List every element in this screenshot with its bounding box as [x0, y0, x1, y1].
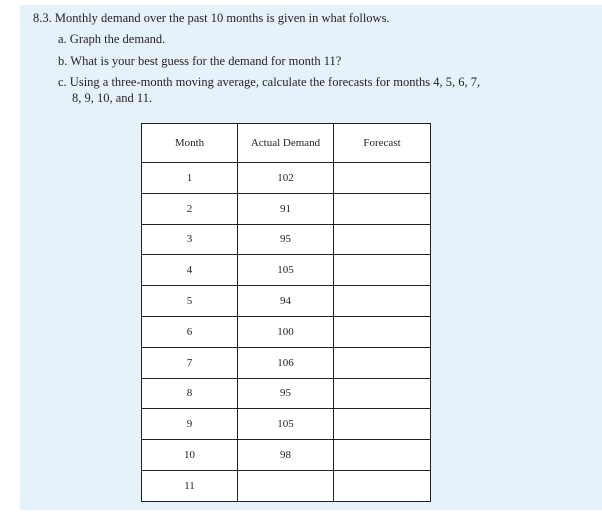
month-cell: 4 — [142, 255, 238, 286]
forecast-cell — [334, 347, 431, 378]
forecast-cell — [334, 255, 431, 286]
demand-cell: 106 — [238, 347, 334, 378]
demand-cell: 95 — [238, 224, 334, 255]
table-row — [142, 316, 431, 347]
forecast-cell — [334, 470, 431, 501]
demand-cell: 94 — [238, 286, 334, 317]
problem-part-a: a. Graph the demand. — [58, 32, 166, 46]
header-forecast: Forecast — [334, 124, 431, 163]
forecast-cell — [334, 316, 431, 347]
table-row — [142, 470, 431, 501]
problem-part-c-line2: 8, 9, 10, and 11. — [72, 91, 153, 105]
forecast-cell — [334, 286, 431, 317]
demand-cell: 98 — [238, 440, 334, 471]
demand-table — [141, 123, 431, 502]
table-row — [142, 286, 431, 317]
month-cell: 8 — [142, 378, 238, 409]
demand-cell: 105 — [238, 409, 334, 440]
demand-cell: 95 — [238, 378, 334, 409]
month-cell: 3 — [142, 224, 238, 255]
demand-cell: 102 — [238, 163, 334, 194]
table-row — [142, 255, 431, 286]
forecast-cell — [334, 378, 431, 409]
month-cell: 10 — [142, 440, 238, 471]
forecast-cell — [334, 409, 431, 440]
problem-title: 8.3. Monthly demand over the past 10 months is given in what follows. — [33, 11, 390, 25]
problem-part-c-line1: c. Using a three-month moving average, calculate the forecasts for months 4, 5, 6, 7, — [58, 75, 481, 89]
forecast-cell — [334, 193, 431, 224]
table-row — [142, 409, 431, 440]
forecast-cell — [334, 440, 431, 471]
header-actual-demand: Actual Demand — [238, 124, 334, 163]
table-row — [142, 193, 431, 224]
forecast-cell — [334, 224, 431, 255]
month-cell: 11 — [142, 470, 238, 501]
month-cell: 9 — [142, 409, 238, 440]
demand-cell: 100 — [238, 316, 334, 347]
month-cell: 6 — [142, 316, 238, 347]
table-row — [142, 440, 431, 471]
demand-cell — [238, 470, 334, 501]
forecast-cell — [334, 163, 431, 194]
month-cell: 5 — [142, 286, 238, 317]
table-row — [142, 378, 431, 409]
table-row — [142, 347, 431, 378]
table-header-row — [142, 124, 431, 163]
demand-cell: 91 — [238, 193, 334, 224]
demand-cell: 105 — [238, 255, 334, 286]
month-cell: 2 — [142, 193, 238, 224]
header-month: Month — [142, 124, 238, 163]
month-cell: 1 — [142, 163, 238, 194]
month-cell: 7 — [142, 347, 238, 378]
table-row — [142, 224, 431, 255]
table-row — [142, 163, 431, 194]
problem-part-b: b. What is your best guess for the demand for month 11? — [58, 54, 342, 68]
